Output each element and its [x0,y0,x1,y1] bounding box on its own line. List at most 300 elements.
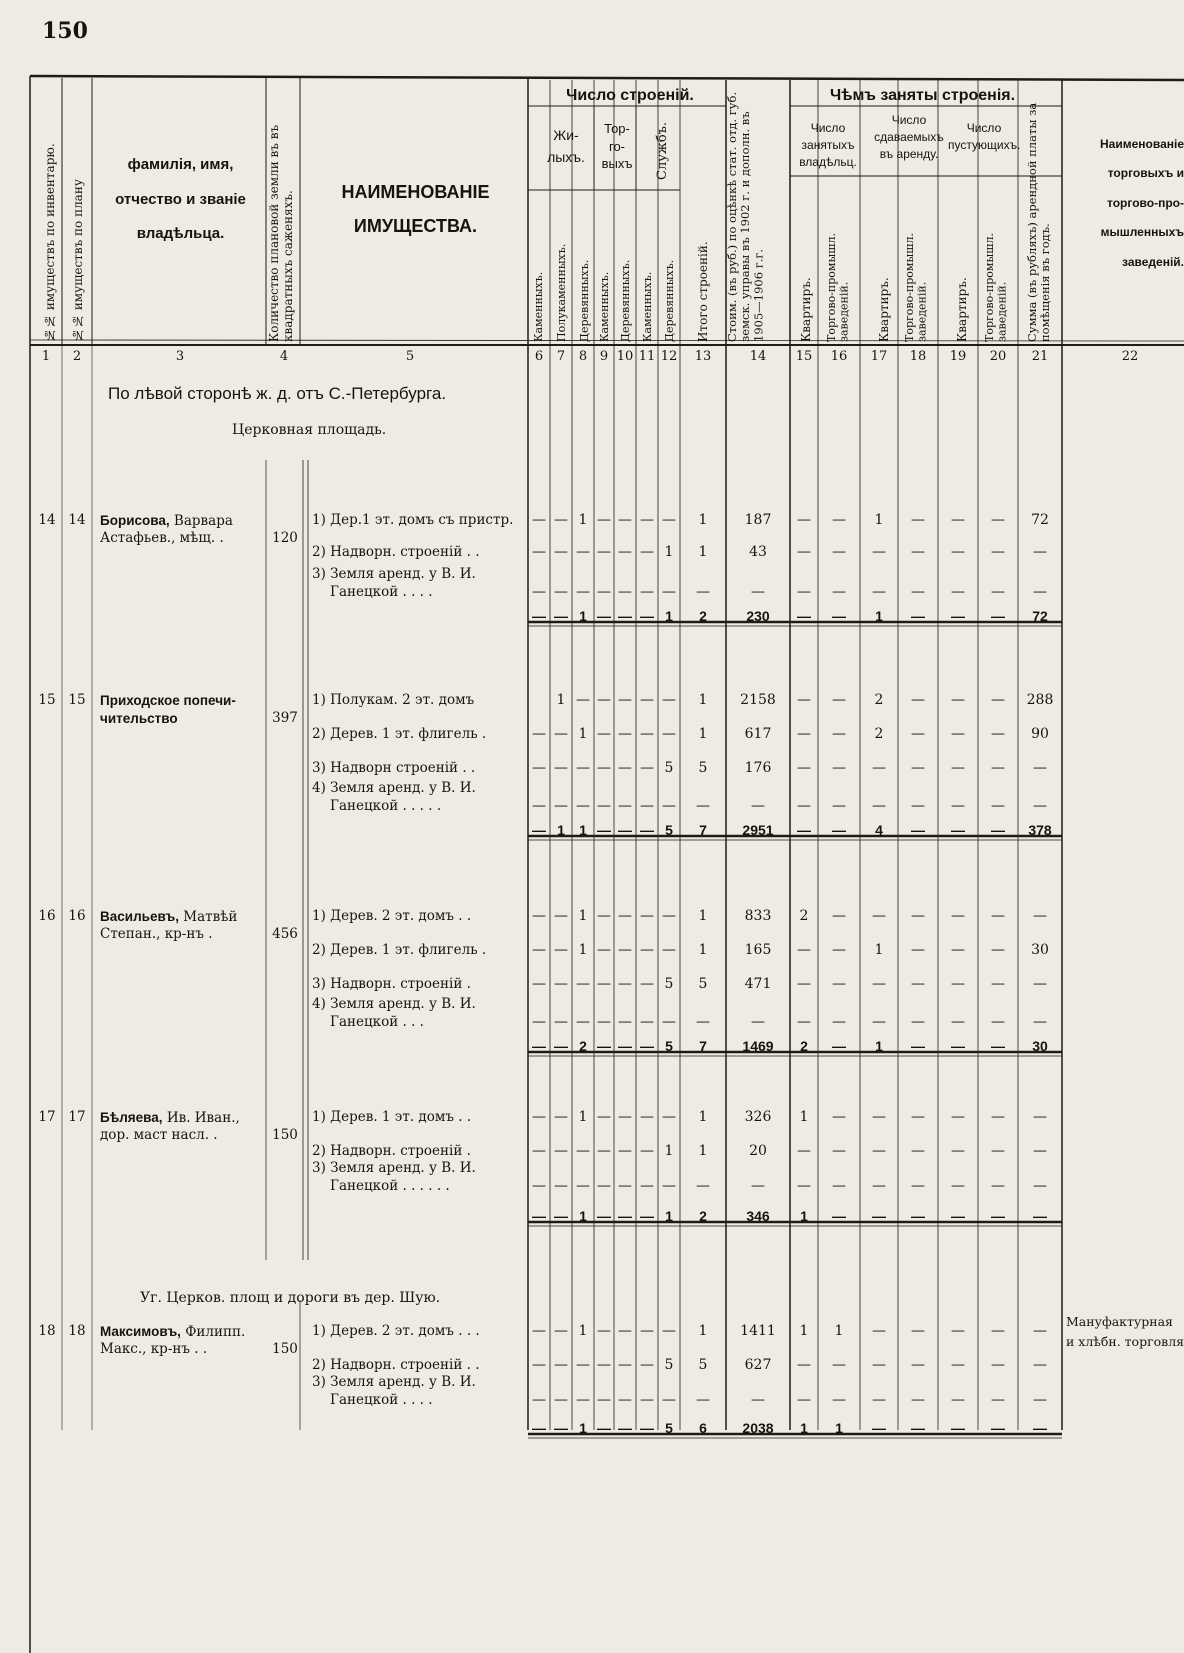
owner-surname: Васильевъ, [100,909,180,924]
total-cell: 5 [665,1038,673,1054]
column-number: 9 [599,349,609,364]
table-cell: — [554,1323,568,1339]
table-cell: — [797,512,811,528]
table-cell: 1 [578,908,588,924]
table-cell: 1 [799,1109,809,1125]
total-cell: 346 [746,1208,770,1224]
table-cell: — [640,976,654,992]
table-cell: — [640,942,654,958]
table-cell: — [640,692,654,708]
header-occupied-group: Чѣмъ заняты строенія. [829,87,1016,104]
plan-number: 15 [68,692,86,708]
table-cell: — [872,760,886,776]
header-apartments: Квартиръ. [799,277,813,342]
table-cell: — [951,1392,965,1408]
table-cell: 30 [1031,942,1049,958]
property-item: 1) Дерев. 1 эт. домъ . . [312,1109,472,1125]
table-cell: — [1033,1392,1047,1408]
page-number: 150 [42,18,88,44]
header-property [308,175,523,243]
table-cell: 43 [749,544,767,560]
table-cell: — [951,908,965,924]
table-cell: — [951,512,965,528]
column-number: 18 [909,349,927,364]
table-cell: — [618,1143,632,1159]
header-owner-line: владѣльца. [136,225,225,242]
table-cell: 5 [664,760,674,776]
table-cell: — [532,760,546,776]
table-cell: — [832,1143,846,1159]
owner-title: Макс., кр-нъ . . [100,1341,208,1357]
table-cell: — [662,1392,676,1408]
table-cell: — [872,1109,886,1125]
property-item: 3) Надворн. строеній . [312,976,471,992]
column-number: 19 [949,349,967,364]
table-cell: — [951,942,965,958]
table-cell: — [662,726,676,742]
inventory-number: 14 [38,512,56,528]
total-cell: 1 [800,1420,808,1436]
total-cell: — [951,1038,965,1054]
table-cell: — [751,584,765,600]
table-cell: 1 [578,1109,588,1125]
column-number: 16 [830,349,848,364]
total-cell: 2 [699,1208,707,1224]
column-number: 13 [694,349,712,364]
total-cell: 5 [665,822,673,838]
plan-number: 17 [68,1109,86,1125]
table-cell: — [991,1178,1005,1194]
table-cell: 90 [1031,726,1049,742]
table-cell: — [991,760,1005,776]
total-cell: 1 [875,1038,883,1054]
table-cell: — [872,544,886,560]
table-cell: — [1033,584,1047,600]
header-rented: Число сдаваемыхъ въ аренду. [874,113,944,161]
table-cell: — [951,726,965,742]
table-cell: — [951,1109,965,1125]
table-cell: 1 [698,942,708,958]
header-commercial: Торгово-промышл. заведеній. [903,233,929,342]
table-cell: — [832,1014,846,1030]
table-cell: — [618,1323,632,1339]
table-cell: — [991,1357,1005,1373]
header-wooden: Деревянныхъ. [578,259,591,342]
table-cell: — [797,976,811,992]
property-item-continued: Ганецкой . . . . . [330,798,442,814]
inventory-number: 17 [38,1109,56,1125]
total-cell: — [532,1038,546,1054]
land-area: 150 [272,1341,298,1357]
header-apartments: Квартиръ. [877,277,891,342]
total-cell: 6 [699,1420,707,1436]
table-cell: — [797,692,811,708]
table-cell: — [832,1178,846,1194]
column-number: 14 [749,349,767,364]
table-cell: — [911,1178,925,1194]
total-cell: — [640,1038,654,1054]
header-trade-names-line: Наименованіе [1100,137,1184,151]
total-cell: — [597,1208,611,1224]
table-cell: — [597,760,611,776]
table-cell: 2 [874,692,884,708]
table-cell: — [1033,1109,1047,1125]
table-cell: — [751,1014,765,1030]
table-cell: — [872,1178,886,1194]
table-cell: — [532,908,546,924]
table-cell: — [597,976,611,992]
subsection-title: Уг. Церков. площ и дороги въ дер. Шую. [140,1290,441,1306]
table-cell: — [991,544,1005,560]
total-cell: 1 [579,1208,587,1224]
table-cell: — [532,798,546,814]
table-cell: — [554,908,568,924]
owner-title: Степан., кр-нъ . [100,926,213,942]
table-cell: — [597,1143,611,1159]
table-cell: — [618,908,632,924]
table-cell: — [797,1392,811,1408]
header-stone: Каменныхъ. [532,271,545,342]
owner-title: дор. маст насл. . [100,1127,218,1143]
table-cell: — [618,976,632,992]
table-cell: — [618,1357,632,1373]
property-item: 1) Полукам. 2 эт. домъ [312,692,475,708]
total-cell: 1 [800,1208,808,1224]
table-cell: — [911,942,925,958]
total-cell: — [911,1420,925,1436]
header-wooden: Деревянныхъ. [663,259,676,342]
total-cell: — [951,822,965,838]
property-item: 2) Надворн. строеній . . [312,1357,480,1373]
table-cell: — [554,1357,568,1373]
table-cell: — [832,544,846,560]
total-cell: — [951,1420,965,1436]
header-owner [98,148,263,252]
table-cell: — [797,942,811,958]
table-cell: — [662,1109,676,1125]
trade-name: Мануфактурная [1066,1314,1173,1329]
column-number: 15 [795,349,813,364]
table-cell: — [618,942,632,958]
owner-title: Астафьев., мѣщ. . [100,530,224,546]
table-cell: — [696,1392,710,1408]
property-item: 3) Земля аренд. у В. И. [312,1160,476,1176]
plan-number: 14 [68,512,86,528]
table-cell: — [576,976,590,992]
table-cell: — [797,1143,811,1159]
table-cell: — [911,584,925,600]
table-cell: — [597,798,611,814]
table-cell: — [991,1143,1005,1159]
owner-surname: Приходское попечи- [100,693,236,708]
table-cell: — [832,976,846,992]
property-item: 3) Земля аренд. у В. И. [312,566,476,582]
column-number: 10 [616,349,634,364]
property-item: 2) Надворн. строеній . [312,1143,471,1159]
table-cell: — [751,1392,765,1408]
total-cell: — [951,608,965,624]
total-cell: 2951 [742,822,774,838]
column-number: 2 [72,349,82,364]
header-service: Службъ. [655,121,670,180]
table-cell: 1 [664,1143,674,1159]
total-cell: — [640,1420,654,1436]
total-cell: — [554,1420,568,1436]
column-number: 1 [41,349,51,364]
owner-name [100,692,236,710]
table-cell: — [640,544,654,560]
table-cell: — [991,1392,1005,1408]
table-cell: 1 [698,1323,708,1339]
table-cell: — [554,544,568,560]
table-cell: — [951,1323,965,1339]
table-cell: — [991,1323,1005,1339]
table-cell: — [951,1014,965,1030]
table-cell: — [554,798,568,814]
subsection-title: Церковная площадь. [232,422,387,438]
table-cell: — [911,798,925,814]
table-cell: 1 [799,1323,809,1339]
table-cell: — [554,942,568,958]
table-cell: — [911,1109,925,1125]
table-cell: — [532,1143,546,1159]
table-cell: — [991,726,1005,742]
table-cell: 1 [578,512,588,528]
table-cell: — [991,976,1005,992]
table-cell: 2 [874,726,884,742]
property-item: 1) Дерев. 2 эт. домъ . . [312,908,472,924]
header-trade-names [1066,130,1184,277]
table-cell: — [832,1392,846,1408]
total-cell: — [640,608,654,624]
total-cell: 1 [665,1208,673,1224]
table-cell: — [618,692,632,708]
header-total-buildings: Итого строеній. [696,241,710,342]
table-cell: — [872,1392,886,1408]
property-item-continued: Ганецкой . . . [330,1014,424,1030]
table-cell: 1 [698,692,708,708]
table-cell: — [951,976,965,992]
table-cell: — [640,1178,654,1194]
total-cell: 2 [579,1038,587,1054]
total-cell: 1 [835,1420,843,1436]
table-cell: — [797,1357,811,1373]
total-cell: — [991,822,1005,838]
column-number: 8 [578,349,588,364]
total-cell: — [951,1208,965,1224]
total-cell: 378 [1028,822,1052,838]
property-item: 1) Дер.1 эт. домъ съ пристр. [312,512,514,528]
table-cell: 288 [1026,692,1054,708]
table-cell: — [832,512,846,528]
total-cell: — [554,608,568,624]
table-cell: — [532,512,546,528]
table-cell: — [872,584,886,600]
column-number: 17 [870,349,888,364]
total-cell: — [911,608,925,624]
header-trade-names-line: торговыхъ и [1107,166,1184,181]
owner-surname: Бѣляева, [100,1110,163,1125]
table-cell: — [576,798,590,814]
property-item: 3) Земля аренд. у В. И. [312,1374,476,1390]
table-cell: 1 [698,908,708,924]
total-cell: — [618,1208,632,1224]
table-cell: — [618,1178,632,1194]
total-cell: — [532,1208,546,1224]
table-cell: — [662,1323,676,1339]
land-area: 150 [272,1127,298,1143]
header-buildings-group: Число строеній. [566,87,694,104]
table-cell: — [618,512,632,528]
table-cell: — [991,692,1005,708]
table-cell: — [662,512,676,528]
total-cell: 7 [699,1038,707,1054]
table-cell: — [797,584,811,600]
header-stone: Каменныхъ. [598,271,611,342]
table-cell: 1 [834,1323,844,1339]
table-cell: — [597,942,611,958]
owner-given-name: Филипп. [180,1324,246,1340]
header-plan-number: №№ имуществъ по плану [71,179,85,342]
table-cell: — [640,726,654,742]
plan-number: 18 [68,1323,86,1339]
table-cell: — [532,942,546,958]
table-cell: — [640,1323,654,1339]
table-cell: 1 [698,544,708,560]
property-item: 2) Дерев. 1 эт. флигель . [312,942,487,958]
table-cell: — [597,908,611,924]
header-half-stone: Полукаменныхъ. [555,243,568,342]
total-cell: — [1033,1420,1047,1436]
total-cell: — [991,1420,1005,1436]
property-item: 2) Дерев. 1 эт. флигель . [312,726,487,742]
table-cell: 5 [664,1357,674,1373]
table-cell: — [911,1357,925,1373]
column-number: 11 [638,349,656,364]
total-cell: — [911,1208,925,1224]
table-cell: — [576,544,590,560]
total-cell: — [618,608,632,624]
total-cell: — [872,1208,886,1224]
table-cell: — [597,1014,611,1030]
table-cell: — [1033,798,1047,814]
table-cell: — [662,692,676,708]
owner-title: чительство [100,711,178,726]
table-cell: — [991,942,1005,958]
table-cell: 627 [744,1357,772,1373]
table-cell: — [532,976,546,992]
table-cell: — [696,1014,710,1030]
table-cell: — [597,1392,611,1408]
total-cell: — [640,1208,654,1224]
table-cell: 72 [1031,512,1049,528]
property-item-continued: Ганецкой . . . . . . [330,1178,450,1194]
table-cell: — [532,726,546,742]
table-cell: — [597,1357,611,1373]
table-cell: — [1033,1014,1047,1030]
table-cell: — [576,1357,590,1373]
table-cell: — [576,1143,590,1159]
table-cell: — [662,1014,676,1030]
total-cell: — [1033,1208,1047,1224]
table-cell: — [554,1014,568,1030]
grid-line [30,76,1184,80]
table-cell: 2 [799,908,809,924]
total-cell: — [532,822,546,838]
table-cell: 833 [744,908,772,924]
property-item: 2) Надворн. строеній . . [312,544,480,560]
table-cell: — [554,584,568,600]
table-cell: — [532,1323,546,1339]
table-cell: 1 [874,942,884,958]
plan-number: 16 [68,908,86,924]
table-cell: 176 [744,760,772,776]
table-cell: — [1033,1357,1047,1373]
table-cell: — [872,1357,886,1373]
header-residential: Жи-лыхъ. [547,127,585,166]
table-cell: 20 [749,1143,767,1159]
table-cell: — [951,692,965,708]
total-cell: — [532,1420,546,1436]
table-cell: — [532,1109,546,1125]
total-cell: — [532,608,546,624]
table-cell: — [911,1014,925,1030]
header-trade-names-line: заведеній. [1122,254,1184,269]
table-cell: — [618,1392,632,1408]
header-commercial: Торгово-промышл. заведеній. [983,233,1009,342]
total-cell: 30 [1032,1038,1048,1054]
table-cell: — [991,512,1005,528]
table-cell: — [597,1178,611,1194]
table-cell: — [872,1014,886,1030]
column-number: 5 [405,349,415,364]
table-cell: — [911,544,925,560]
table-cell: — [554,512,568,528]
total-cell: — [991,1038,1005,1054]
table-cell: — [951,798,965,814]
table-cell: — [951,1357,965,1373]
header-inventory-number: №№ имуществъ по инвентарю. [43,143,57,342]
total-cell: — [832,608,846,624]
column-number: 3 [175,349,185,364]
header-trade-names-line: мышленныхъ [1100,225,1184,240]
table-cell: 1 [664,544,674,560]
table-cell: — [532,584,546,600]
table-cell: — [911,692,925,708]
total-cell: — [832,1208,846,1224]
table-cell: — [532,1178,546,1194]
table-cell: — [911,1143,925,1159]
owner-surname: Борисова, [100,513,170,528]
table-cell: — [872,976,886,992]
table-cell: — [662,942,676,958]
table-cell: — [751,798,765,814]
table-cell: 5 [664,976,674,992]
owner-name [100,1323,245,1341]
total-cell: 7 [699,822,707,838]
total-cell: — [911,1038,925,1054]
table-cell: — [576,1178,590,1194]
total-cell: — [597,608,611,624]
total-cell: — [618,1420,632,1436]
table-cell: — [640,908,654,924]
table-cell: — [1033,976,1047,992]
table-cell: — [618,584,632,600]
table-cell: — [951,544,965,560]
total-cell: — [797,822,811,838]
table-cell: 187 [744,512,772,528]
table-cell: — [597,512,611,528]
